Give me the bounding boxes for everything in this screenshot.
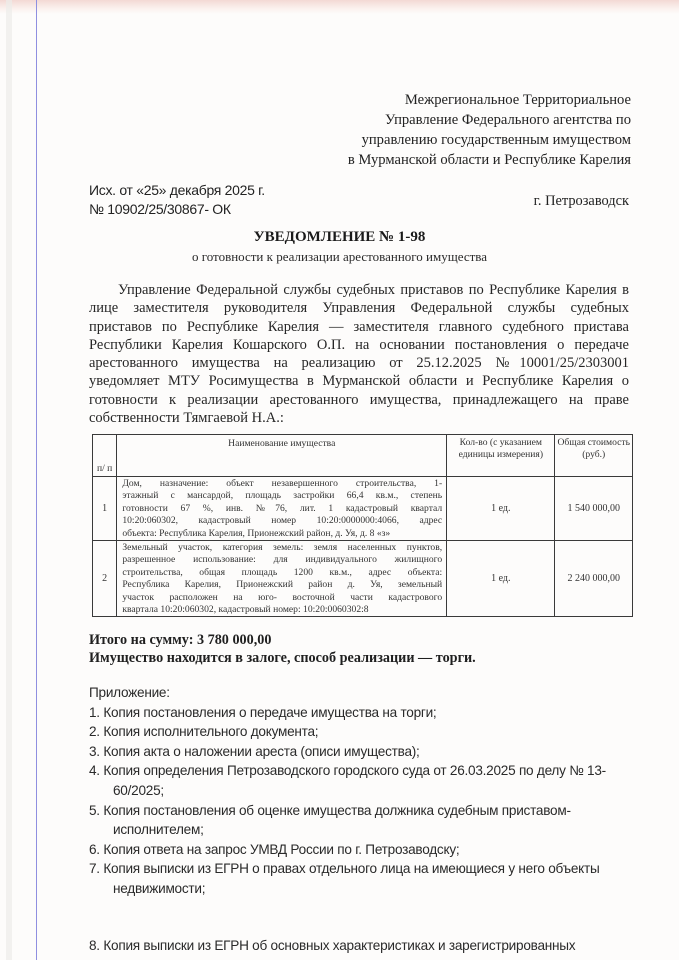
addressee-line: управлению государственным имуществом	[361, 132, 631, 148]
totals-block	[89, 631, 476, 667]
row-name-line: объекта: Республика Карелия, Прионежский район, д. Уя, д. 8 «з»	[122, 527, 391, 539]
scan-top-tint	[0, 0, 679, 14]
addressee-line: Межрегиональное Территориальное	[404, 92, 631, 108]
header-num: п/ п	[93, 435, 117, 477]
body-paragraph	[89, 281, 629, 427]
appendix-item: 7. Копия выписки из ЕГРН о правах отдельного лица на имеющиеся у него объекты	[89, 861, 600, 877]
table-row	[93, 477, 633, 541]
property-table	[92, 434, 633, 617]
body-line: собственности Тямгаевой Н.А.:	[89, 410, 284, 427]
header-qty: Кол-во (с указанием единицы измерения)	[447, 435, 555, 477]
scan-left-shadow	[6, 0, 12, 960]
row-name	[117, 477, 447, 541]
row-num: 1	[93, 477, 117, 541]
addressee-line: в Мурманской области и Республике Карелия	[347, 152, 631, 168]
row-name-line: Земельный участок, категория земель: земля населенных пунктов,	[122, 542, 443, 554]
appendix-item: 4. Копия определения Петрозаводского городского суда от 26.03.2025 по делу № 13-	[89, 763, 606, 779]
appendix-item-continued: исполнителем;	[113, 822, 204, 838]
addressee-block	[348, 90, 631, 170]
row-name-line: Республика Карелия, Прионежский район д. Уя, земельный	[122, 579, 443, 591]
body-line: Республики Карелия Кошарского О.П. на основании постановления о передаче	[89, 336, 629, 353]
outgoing-number: № 10902/25/30867- ОК	[89, 201, 231, 217]
body-line: приставов по Республике Карелия — заместителя главного судебного пристава	[89, 318, 629, 335]
row-cost: 2 240 000,00	[555, 541, 633, 617]
appendix-item: 6. Копия ответа на запрос УМВД России по г. Петрозаводску;	[89, 841, 460, 857]
body-line: готовности к реализации арестованного имущества, принадлежащего на праве	[89, 391, 629, 408]
row-cost: 1 540 000,00	[555, 477, 633, 541]
row-qty: 1 ед.	[447, 541, 555, 617]
row-name-line: квартала 10:20:060302, кадастровый номер: 10:20:0060302:8	[122, 604, 369, 616]
row-name-line: разрешенное использование: для индивидуального жилищного	[122, 554, 443, 566]
appendix-item-continued: 60/2025;	[113, 782, 164, 798]
pledge-note: Имущество находится в залоге, способ реализации — торги.	[89, 650, 476, 666]
document-title: УВЕДОМЛЕНИЕ № 1-98	[253, 229, 426, 245]
appendix	[89, 683, 649, 955]
addressee-line: Управление Федерального агентства по	[385, 112, 631, 128]
table-row	[93, 541, 633, 617]
body-line: лице заместителя руководителя Управления Федеральной службы судебных	[89, 300, 629, 317]
document-subtitle: о готовности к реализации арестованного имущества	[191, 249, 488, 264]
row-name-line: Дом, назначение: объект незавершенного строительства, 1-	[122, 478, 443, 489]
row-qty: 1 ед.	[447, 477, 555, 541]
table-header-row	[93, 435, 633, 477]
body-line: уведомляет МТУ Росимущества в Мурманской области и Республике Карелия о	[89, 373, 629, 390]
spacer	[89, 899, 649, 936]
row-name-line: этажный с мансардой, площадь застройки 66,4 кв.м., степень	[122, 490, 443, 502]
outgoing-date: Исх. от «25» декабря 2025 г.	[89, 182, 265, 198]
row-num: 2	[93, 541, 117, 617]
row-name-line: строительства, общая площадь 1200 кв.м., адрес объекта:	[122, 566, 443, 578]
row-name-line: 10:20:060302, кадастровый номер 10:20:0000000:4066, адрес	[122, 515, 443, 527]
appendix-item: 1. Копия постановления о передаче имущества на торги;	[89, 704, 437, 720]
appendix-item: 5. Копия постановления об оценке имущества должника судебным приставом-	[89, 802, 571, 818]
row-name-line: готовности 67 %, инв. №76, лит. 1 кадастровый квартал	[122, 502, 443, 514]
city: г. Петрозаводск	[533, 193, 629, 209]
row-name	[117, 541, 447, 617]
margin-line	[36, 0, 37, 960]
body-line: Управление Федеральной службы судебных приставов по Республике Карелия в	[118, 282, 629, 298]
appendix-heading: Приложение:	[89, 685, 170, 700]
body-line: арестованного имущества на реализацию от 25.12.2025 №10001/25/2303001	[89, 355, 629, 372]
appendix-item: 2. Копия исполнительного документа;	[89, 724, 319, 740]
appendix-item: 8. Копия выписки из ЕГРН об основных характеристиках и зарегистрированных	[89, 937, 576, 953]
appendix-item: 3. Копия акта о наложении ареста (описи имущества);	[89, 743, 420, 759]
appendix-item-continued: недвижимости;	[113, 880, 206, 896]
outgoing-reference	[89, 181, 265, 219]
header-cost: Общая стоимость (руб.)	[555, 435, 633, 477]
row-name-line: участок расположен на юго- восточной части кадастрового	[122, 591, 443, 603]
header-name: Наименование имущества	[117, 435, 447, 477]
total-sum: Итого на сумму: 3 780 000,00	[89, 632, 272, 648]
